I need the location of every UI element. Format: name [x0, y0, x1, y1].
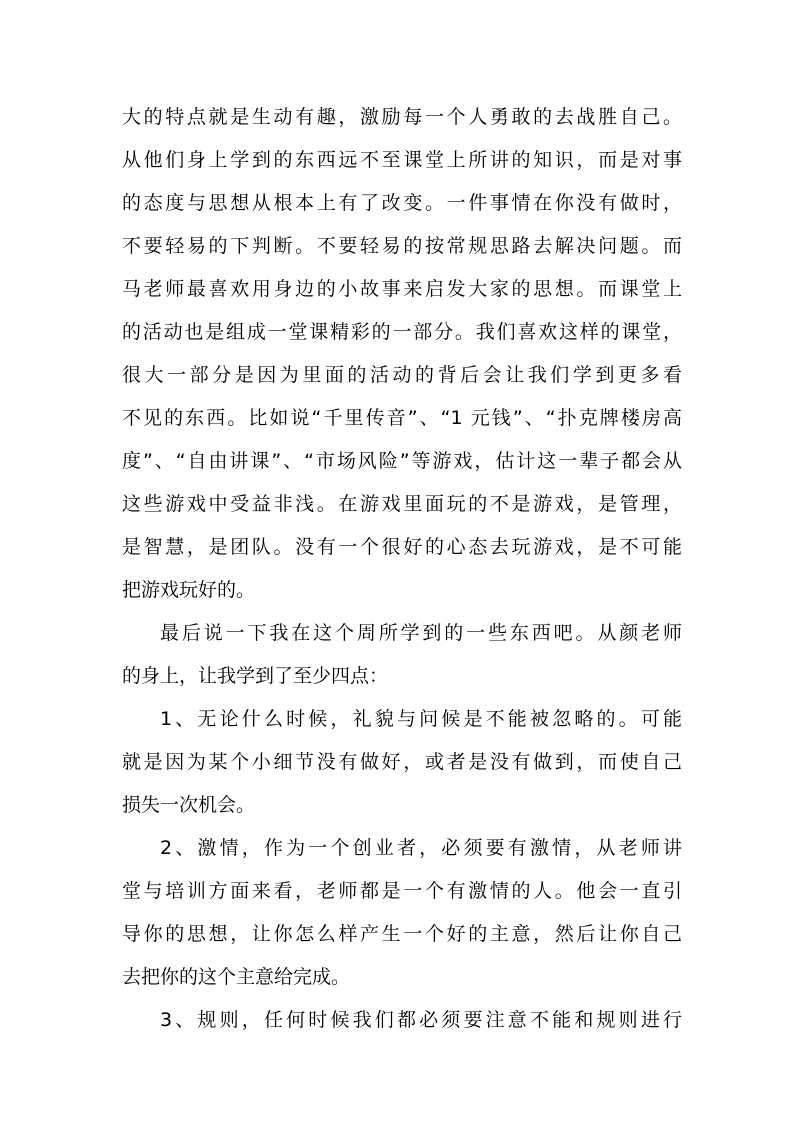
- text-line: 很大一部分是因为里面的活动的背后会让我们学到更多看: [122, 364, 682, 386]
- text-line: 去把你的这个主意给完成。: [122, 966, 351, 988]
- text-line: 就是因为某个小细节没有做好，或者是没有做到，而使自己: [122, 751, 682, 773]
- text-line: 的活动也是组成一堂课精彩的一部分。我们喜欢这样的课堂，: [122, 321, 682, 343]
- text-line: 导你的思想，让你怎么样产生一个好的主意，然后让你自己: [122, 923, 682, 945]
- paragraph-first-line: 最后说一下我在这个周所学到的一些东西吧。从颜老师: [160, 622, 682, 644]
- list-item-2-first-line: 2、激情，作为一个创业者，必须要有激情，从老师讲: [160, 837, 682, 859]
- text-line: 马老师最喜欢用身边的小故事来启发大家的思想。而课堂上: [122, 278, 682, 300]
- text-line: 是智慧，是团队。没有一个很好的心态去玩游戏，是不可能: [122, 536, 682, 558]
- text-line: 堂与培训方面来看，老师都是一个有激情的人。他会一直引: [122, 880, 682, 902]
- text-line: 把游戏玩好的。: [122, 579, 256, 601]
- text-line: 这些游戏中受益非浅。在游戏里面玩的不是游戏，是管理，: [122, 493, 682, 515]
- text-line: 从他们身上学到的东西远不至课堂上所讲的知识，而是对事: [122, 149, 682, 171]
- text-line: 不见的东西。比如说“千里传音”、“1 元钱”、“扑克牌楼房高: [122, 407, 682, 429]
- text-line: 的身上，让我学到了至少四点：: [122, 665, 389, 687]
- list-item-3-first-line: 3、规则，任何时候我们都必须要注意不能和规则进行: [160, 1009, 682, 1031]
- text-line: 度”、“自由讲课”、“市场风险”等游戏，估计这一辈子都会从: [122, 450, 682, 472]
- text-line: 大的特点就是生动有趣，激励每一个人勇敢的去战胜自己。: [122, 106, 682, 128]
- text-line: 的态度与思想从根本上有了改变。一件事情在你没有做时，: [122, 192, 682, 214]
- list-item-1-first-line: 1、无论什么时候，礼貌与问候是不能被忽略的。可能: [160, 708, 682, 730]
- text-line: 损失一次机会。: [122, 794, 256, 816]
- text-line: 不要轻易的下判断。不要轻易的按常规思路去解决问题。而: [122, 235, 682, 257]
